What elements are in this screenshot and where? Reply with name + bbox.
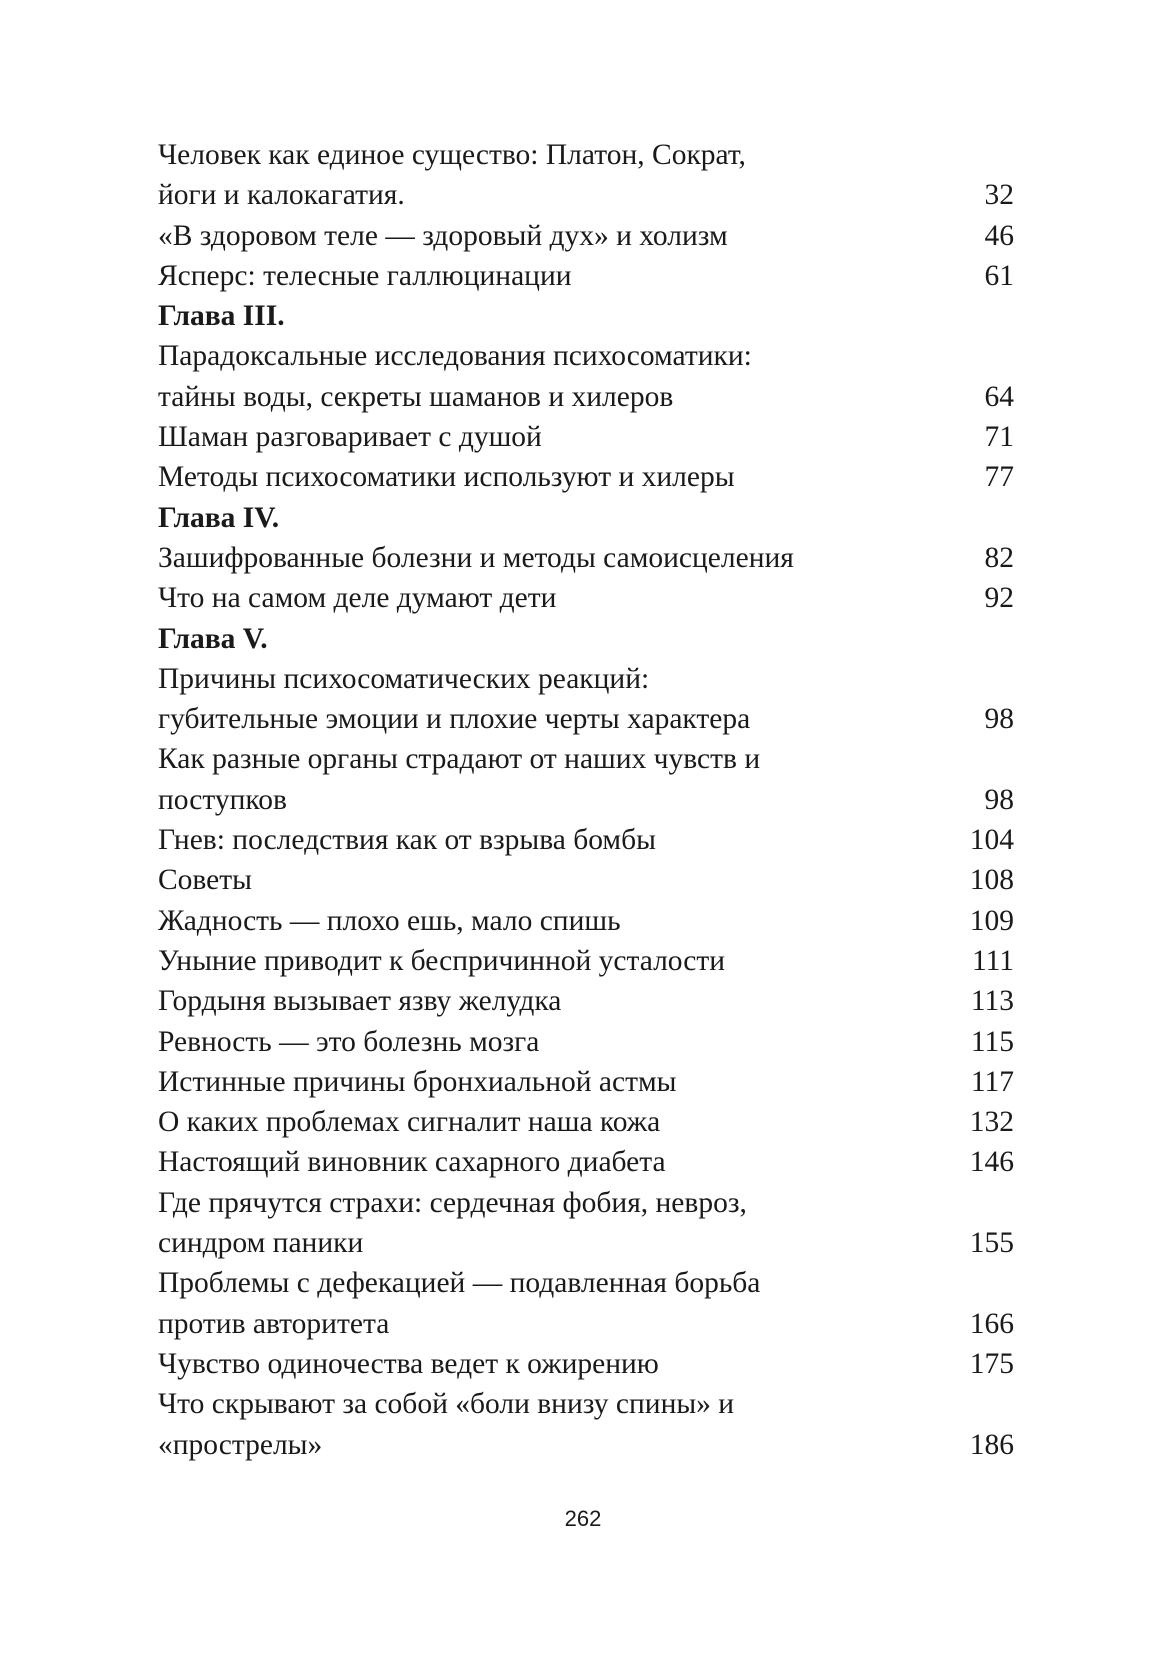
toc-entry-title: Шаман разговаривает с душой — [158, 421, 542, 454]
toc-entry-title: Настоящий виновник сахарного диабета — [158, 1146, 666, 1179]
toc-entry-page-number: 166 — [969, 1307, 1014, 1340]
toc-entry-title: «В здоровом теле — здоровый дух» и холизм — [158, 219, 728, 252]
toc-entry-title: тайны воды, секреты шаманов и хилеров — [158, 380, 674, 413]
chapter-title: Глава IV. — [158, 501, 280, 534]
toc-entry — [158, 256, 1014, 296]
toc-entry — [158, 780, 1014, 820]
toc-entry-page-number: 186 — [969, 1428, 1014, 1461]
chapter-title: Глава V. — [158, 622, 268, 655]
toc-entry — [158, 216, 1014, 256]
toc-entry-title: Гордыня вызывает язву желудка — [158, 985, 562, 1018]
toc-entry — [158, 901, 1014, 941]
toc-entry-page-number: 108 — [969, 864, 1014, 897]
toc-entry-page-number: 71 — [984, 421, 1014, 454]
toc-entry-title: Человек как единое существо: Платон, Сократ, — [158, 139, 746, 171]
toc-entry — [158, 1142, 1014, 1182]
page-number: 262 — [564, 1506, 602, 1531]
toc-entry-title: поступков — [158, 783, 287, 816]
toc-entry — [158, 457, 1014, 497]
toc-entry-title: Причины психосоматических реакций: — [158, 662, 650, 695]
toc-entry-page-number: 82 — [984, 541, 1014, 574]
toc-entry — [158, 981, 1014, 1021]
toc-entry-page-number: 46 — [984, 219, 1014, 252]
toc-entry — [158, 1344, 1014, 1384]
toc-entry-page-number: 115 — [970, 1025, 1014, 1058]
toc-entry-page-number: 155 — [969, 1227, 1014, 1260]
toc-entry-title: Что на самом деле думают дети — [158, 582, 557, 615]
toc-entry — [158, 1223, 1014, 1263]
toc-entry — [158, 1102, 1014, 1142]
toc-entry — [158, 417, 1014, 457]
toc-entry — [158, 336, 1014, 376]
toc-entry-title: Зашифрованные болезни и методы самоисцеления — [158, 541, 794, 574]
chapter-title: Глава III. — [158, 300, 285, 333]
toc-entry — [158, 1425, 1014, 1465]
toc-entry — [158, 1022, 1014, 1062]
toc-entry-page-number: 61 — [984, 259, 1014, 292]
toc-entry-title: О каких проблемах сигналит наша кожа — [158, 1106, 661, 1139]
table-of-contents — [158, 135, 1014, 1465]
toc-entry-page-number: 98 — [984, 703, 1014, 736]
toc-entry — [158, 941, 1014, 981]
toc-entry — [158, 1384, 1014, 1424]
toc-entry-page-number: 113 — [970, 985, 1014, 1018]
toc-entry-page-number: 117 — [970, 1065, 1014, 1098]
toc-entry-title: Жадность — плохо ешь, мало спишь — [158, 904, 621, 937]
toc-entry-title: Парадоксальные исследования психосоматики: — [158, 340, 752, 373]
toc-entry — [158, 820, 1014, 860]
toc-entry — [158, 1263, 1014, 1303]
toc-entry-page-number: 98 — [984, 783, 1014, 816]
toc-entry — [158, 538, 1014, 578]
toc-entry-title: Что скрывают за собой «боли внизу спины» и — [158, 1388, 735, 1421]
toc-entry-title: Проблемы с дефекацией — подавленная борьба — [158, 1267, 761, 1300]
toc-entry-page-number: 32 — [984, 179, 1014, 212]
toc-entry-page-number: 109 — [969, 904, 1014, 937]
toc-entry — [158, 377, 1014, 417]
toc-entry-title: йоги и калокагатия. — [158, 179, 405, 212]
toc-entry-page-number: 175 — [969, 1347, 1014, 1380]
toc-entry-title: Ревность — это болезнь мозга — [158, 1025, 540, 1058]
toc-entry-page-number: 132 — [969, 1106, 1014, 1139]
toc-entry-title: Гнев: последствия как от взрыва бомбы — [158, 824, 656, 857]
toc-entry-title: губительные эмоции и плохие черты характера — [158, 703, 751, 736]
toc-entry-page-number: 92 — [984, 582, 1014, 615]
chapter-heading — [158, 498, 1014, 538]
toc-entry-title: Где прячутся страхи: сердечная фобия, невроз, — [158, 1186, 747, 1219]
toc-entry-page-number: 111 — [971, 944, 1014, 977]
toc-entry — [158, 175, 1014, 215]
toc-entry — [158, 578, 1014, 618]
toc-entry — [158, 659, 1014, 699]
toc-entry-title: Методы психосоматики используют и хилеры — [158, 461, 735, 494]
toc-entry-title: против авторитета — [158, 1307, 390, 1340]
toc-entry-title: Уныние приводит к беспричинной усталости — [158, 944, 726, 977]
toc-entry-title: Ясперс: телесные галлюцинации — [158, 259, 572, 292]
toc-entry-title: Истинные причины бронхиальной астмы — [158, 1065, 677, 1098]
toc-entry — [158, 739, 1014, 779]
toc-entry — [158, 1304, 1014, 1344]
toc-entry-page-number: 104 — [969, 824, 1014, 857]
toc-entry — [158, 1183, 1014, 1223]
chapter-heading — [158, 619, 1014, 659]
toc-entry-title: Как разные органы страдают от наших чувств и — [158, 743, 761, 776]
toc-entry-title: Чувство одиночества ведет к ожирению — [158, 1347, 659, 1380]
toc-entry-page-number: 64 — [984, 380, 1014, 413]
toc-entry — [158, 135, 1014, 175]
toc-entry-page-number: 146 — [969, 1146, 1014, 1179]
toc-entry-title: Советы — [158, 864, 252, 897]
toc-entry-title: «прострелы» — [158, 1428, 323, 1461]
chapter-heading — [158, 296, 1014, 336]
toc-entry-page-number: 77 — [984, 461, 1014, 494]
toc-entry-title: синдром паники — [158, 1227, 364, 1260]
toc-entry — [158, 860, 1014, 900]
toc-entry — [158, 1062, 1014, 1102]
toc-entry — [158, 699, 1014, 739]
